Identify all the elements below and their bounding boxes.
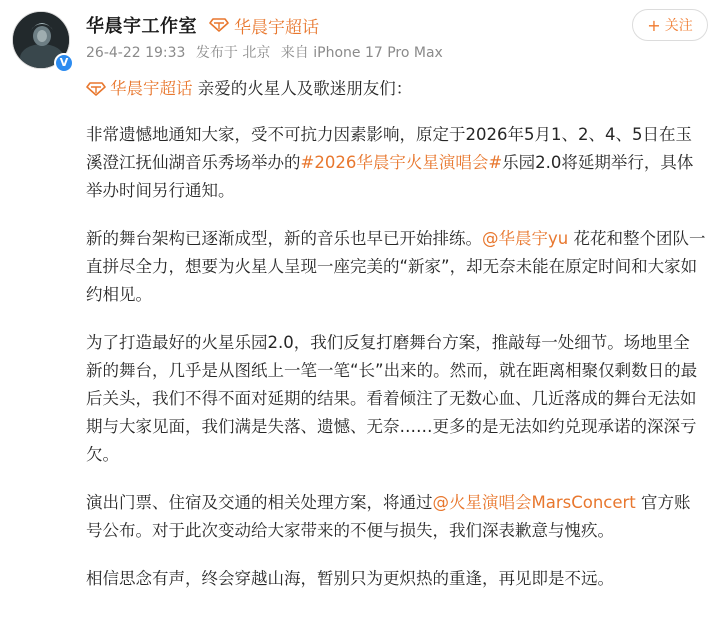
stage-text-2: 花花和整个团队一直拼尽全力，想要为火星人呈现一座完美的“新家”，却无奈未能在原定时间和大家如约相见。 xyxy=(86,229,706,304)
notice-text-1: 非常遗憾地通知大家，受不可抗力因素影响，原定于2026年5月1、2、4、5日在玉溪澄江抚仙湖音乐秀场举办的 xyxy=(86,125,692,172)
topic-link-label: 华晨宇超话 xyxy=(234,17,319,38)
post-paragraph-greeting xyxy=(86,75,706,103)
post-time: 26-4-22 19:33 xyxy=(86,45,186,61)
post-paragraph-closing: 相信思念有声，终会穿越山海，暂别只为更炽热的重逢，再见即是不远。 xyxy=(86,569,614,588)
post-paragraph-notice xyxy=(86,121,706,205)
mention-link-huachenyu[interactable]: @华晨宇yu xyxy=(482,229,569,248)
stage-text-1: 新的舞台架构已逐渐成型，新的音乐也早已开始排练。 xyxy=(86,229,482,248)
greeting-text: 亲爱的火星人及歌迷朋友们： xyxy=(197,79,413,98)
notice-text-2: 乐园2.0将延期举行，具体举办时间另行通知。 xyxy=(86,153,694,200)
name-row xyxy=(86,12,319,38)
post-device: 来自 iPhone 17 Pro Max xyxy=(280,45,443,61)
hashtag-link[interactable]: #2026华晨宇火星演唱会# xyxy=(300,153,503,172)
post-paragraph-tickets xyxy=(86,489,706,545)
mention-link-marsconcert[interactable]: @火星演唱会MarsConcert xyxy=(432,493,636,512)
post-location: 发布于 北京 xyxy=(195,45,271,61)
post-meta xyxy=(86,42,449,62)
tickets-text-2: 官方账号公布。对于此次变动给大家带来的不便与损失，我们深表歉意与愧疚。 xyxy=(86,493,691,540)
inline-topic-label: 华晨宇超话 xyxy=(110,79,193,98)
topic-link[interactable] xyxy=(209,13,319,38)
tickets-text-1: 演出门票、住宿及交通的相关处理方案，将通过 xyxy=(86,493,433,512)
post-body xyxy=(86,75,706,613)
follow-button-label: 关注 xyxy=(664,18,693,34)
avatar-container[interactable] xyxy=(12,11,72,71)
post-paragraph-stage xyxy=(86,225,706,309)
post-paragraph-details: 为了打造最好的火星乐园2.0，我们反复打磨舞台方案，推敲每一处细节。场地里全新的舞台，几乎是从图纸上一笔一笔“长”出来的。然而，就在距离相聚仅剩数日的最后关头，我们不得不面对延期的结果。看着倾注了无数心血、几近落成的舞台无法如期与大家见面，我们满是失落、遗憾、无奈……更多的是无法如约兑现承诺的深深亏欠。 xyxy=(86,333,698,464)
follow-button[interactable] xyxy=(632,9,708,41)
diamond-topic-icon xyxy=(86,82,106,96)
user-name[interactable]: 华晨宇工作室 xyxy=(86,16,197,37)
diamond-topic-icon xyxy=(209,18,229,32)
verified-badge-icon: V xyxy=(54,53,74,73)
plus-icon: + xyxy=(647,15,661,35)
inline-topic-link[interactable] xyxy=(86,79,193,98)
post-header xyxy=(0,0,720,80)
